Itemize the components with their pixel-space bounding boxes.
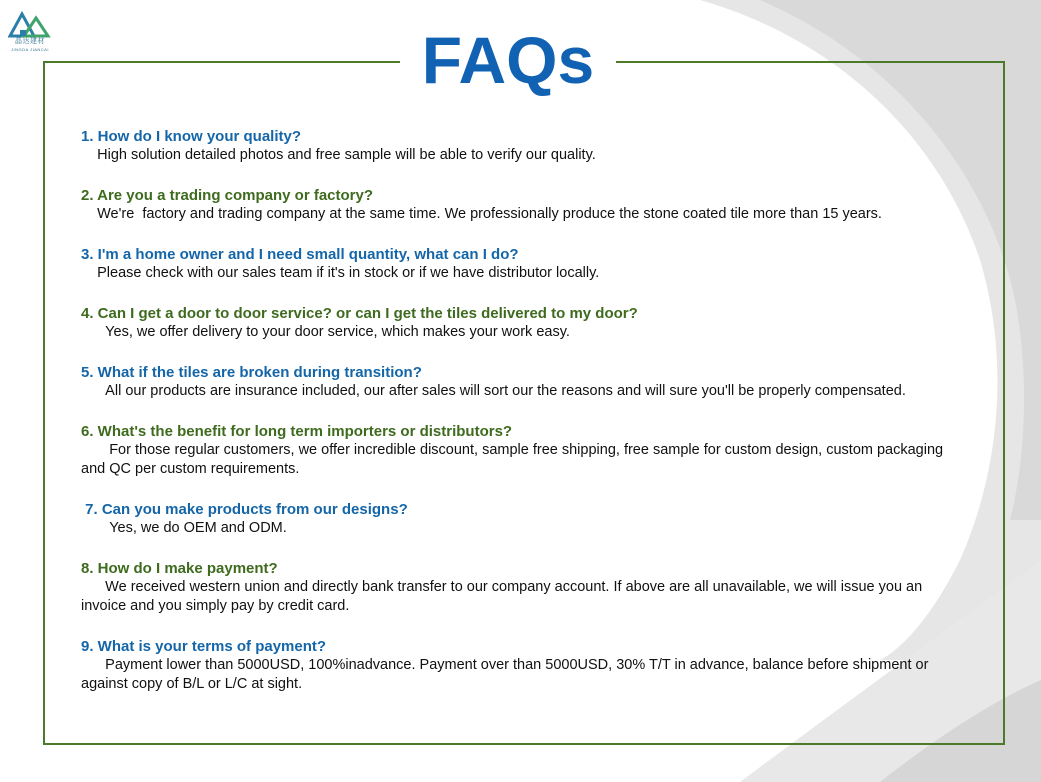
company-logo — [4, 8, 56, 54]
faq-answer: Yes, we do OEM and ODM. — [81, 520, 287, 536]
faq-answer: Yes, we offer delivery to your door service, which makes your work easy. — [81, 324, 570, 340]
faq-item-4 — [81, 304, 961, 342]
faq-question: 9. What is your terms of payment? — [81, 638, 327, 655]
faq-question: 3. I'm a home owner and I need small quantity, what can I do? — [81, 246, 519, 263]
faq-list — [81, 127, 961, 715]
mountain-logo-icon — [8, 8, 52, 38]
faq-item-1 — [81, 127, 961, 165]
faq-answer: We received western union and directly bank transfer to our company account. If above are all unavailable, we will issue you an invoice and you simply pay by credit card. — [81, 579, 927, 614]
faq-answer: We're factory and trading company at the same time. We professionally produce the stone coated tile more than 15 years. — [81, 206, 882, 222]
faq-item-3 — [81, 245, 961, 283]
faq-question: 4. Can I get a door to door service? or can I get the tiles delivered to my door? — [81, 305, 638, 322]
faq-answer: For those regular customers, we offer incredible discount, sample free shipping, free sample for custom design, custom packaging and QC per custom requirements. — [81, 442, 948, 477]
faq-question: 8. How do I make payment? — [81, 560, 278, 577]
logo-subtitle: JINGDA JIANCAI — [11, 47, 49, 52]
faq-item-2 — [81, 186, 961, 224]
faq-question: 5. What if the tiles are broken during transition? — [81, 364, 422, 381]
faq-answer: Please check with our sales team if it's in stock or if we have distributor locally. — [81, 265, 600, 281]
faq-item-9 — [81, 637, 961, 694]
page-title: FAQs — [400, 20, 616, 100]
faq-answer: All our products are insurance included, our after sales will sort our the reasons and will sure you'll be properly compensated. — [81, 383, 906, 399]
faq-item-7 — [81, 500, 961, 538]
faq-question: 6. What's the benefit for long term importers or distributors? — [81, 423, 513, 440]
logo-name: 晶达建材 — [15, 38, 45, 45]
faq-item-8 — [81, 559, 961, 616]
faq-item-6 — [81, 422, 961, 479]
faq-question: 2. Are you a trading company or factory? — [81, 187, 374, 204]
faq-item-5 — [81, 363, 961, 401]
faq-question: 1. How do I know your quality? — [81, 128, 302, 145]
faq-answer: High solution detailed photos and free sample will be able to verify our quality. — [81, 147, 596, 163]
faq-answer: Payment lower than 5000USD, 100%inadvance. Payment over than 5000USD, 30% T/T in advance, balance before shipment or against copy of B/L or L/C at sight. — [81, 657, 933, 692]
faq-question: 7. Can you make products from our designs? — [81, 501, 408, 518]
